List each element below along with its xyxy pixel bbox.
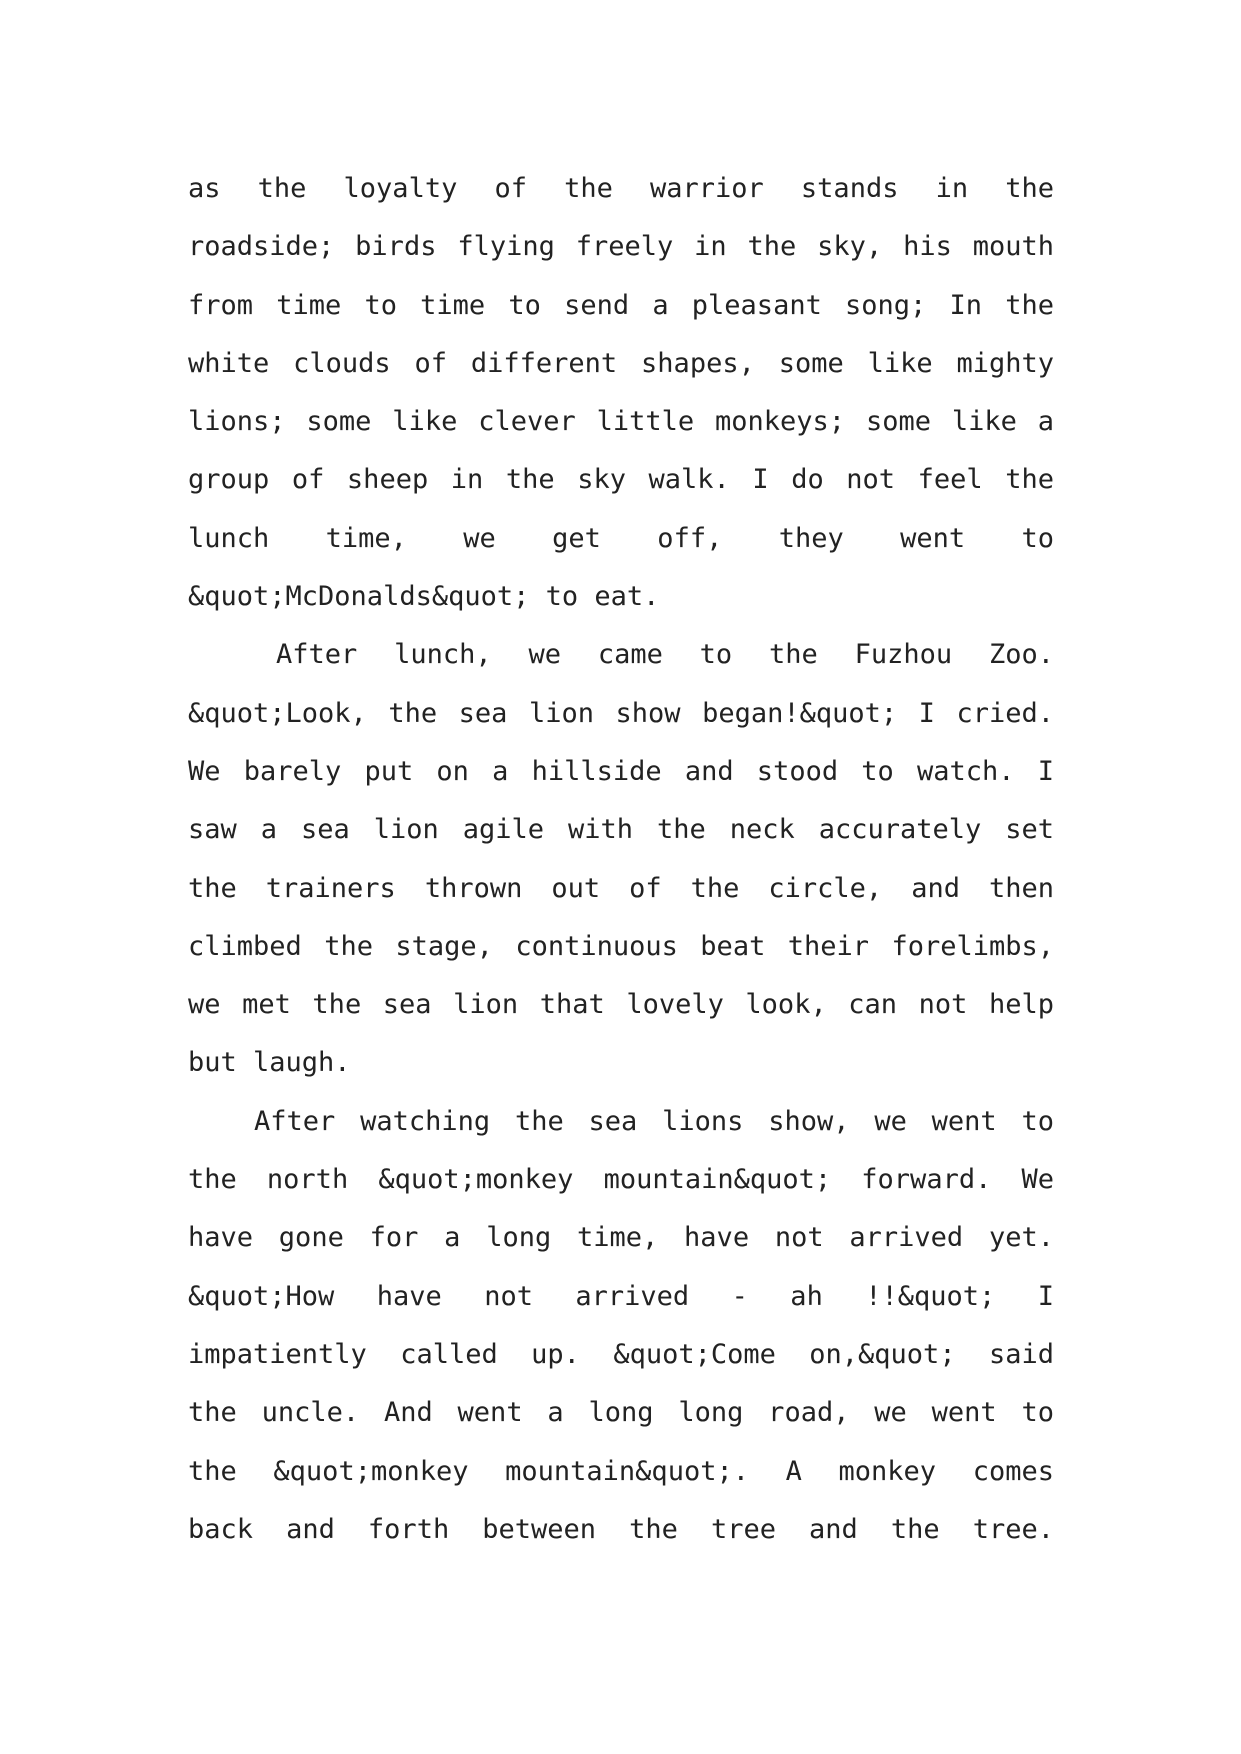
text-line: the uncle. And went a long long road, we went to — [188, 1397, 1054, 1429]
text-line: we met the sea lion that lovely look, can not help — [188, 989, 1054, 1021]
text-line: &quot;McDonalds&quot; to eat. — [188, 581, 660, 613]
paragraph — [188, 160, 1054, 626]
text-line: &quot;How have not arrived - ah !!&quot; I — [188, 1280, 1054, 1312]
text-line: lions; some like clever little monkeys; some like a — [188, 406, 1054, 438]
document-page — [188, 160, 1054, 1559]
text-line: impatiently called up. &quot;Come on,&quot; said — [188, 1338, 1054, 1370]
text-line: roadside; birds flying freely in the sky, his mouth — [188, 231, 1054, 263]
text-line: After watching the sea lions show, we went to — [254, 1105, 1054, 1137]
text-line: white clouds of different shapes, some like mighty — [188, 347, 1054, 379]
text-line: saw a sea lion agile with the neck accurately set — [188, 814, 1054, 846]
text-line: the trainers thrown out of the circle, and then — [188, 872, 1054, 904]
text-line: from time to time to send a pleasant song; In the — [188, 289, 1054, 321]
text-line: as the loyalty of the warrior stands in the — [188, 173, 1054, 204]
text-line: lunch time, we get off, they went to — [188, 522, 1054, 554]
text-line: After lunch, we came to the Fuzhou Zoo. — [276, 639, 1054, 671]
text-line: the &quot;monkey mountain&quot;. A monkey comes — [188, 1455, 1054, 1487]
text-line: but laugh. — [188, 1047, 351, 1079]
text-line: climbed the stage, continuous beat their forelimbs, — [188, 930, 1054, 962]
text-line: the north &quot;monkey mountain&quot; forward. We — [188, 1164, 1054, 1196]
text-line: back and forth between the tree and the tree. — [188, 1513, 1054, 1545]
text-line: We barely put on a hillside and stood to watch. I — [188, 755, 1054, 787]
text-line: have gone for a long time, have not arrived yet. — [188, 1222, 1054, 1254]
paragraph — [188, 1093, 1054, 1559]
paragraph — [188, 626, 1054, 1092]
text-line: &quot;Look, the sea lion show began!&quot; I cried. — [188, 697, 1054, 729]
text-line: group of sheep in the sky walk. I do not feel the — [188, 464, 1054, 496]
